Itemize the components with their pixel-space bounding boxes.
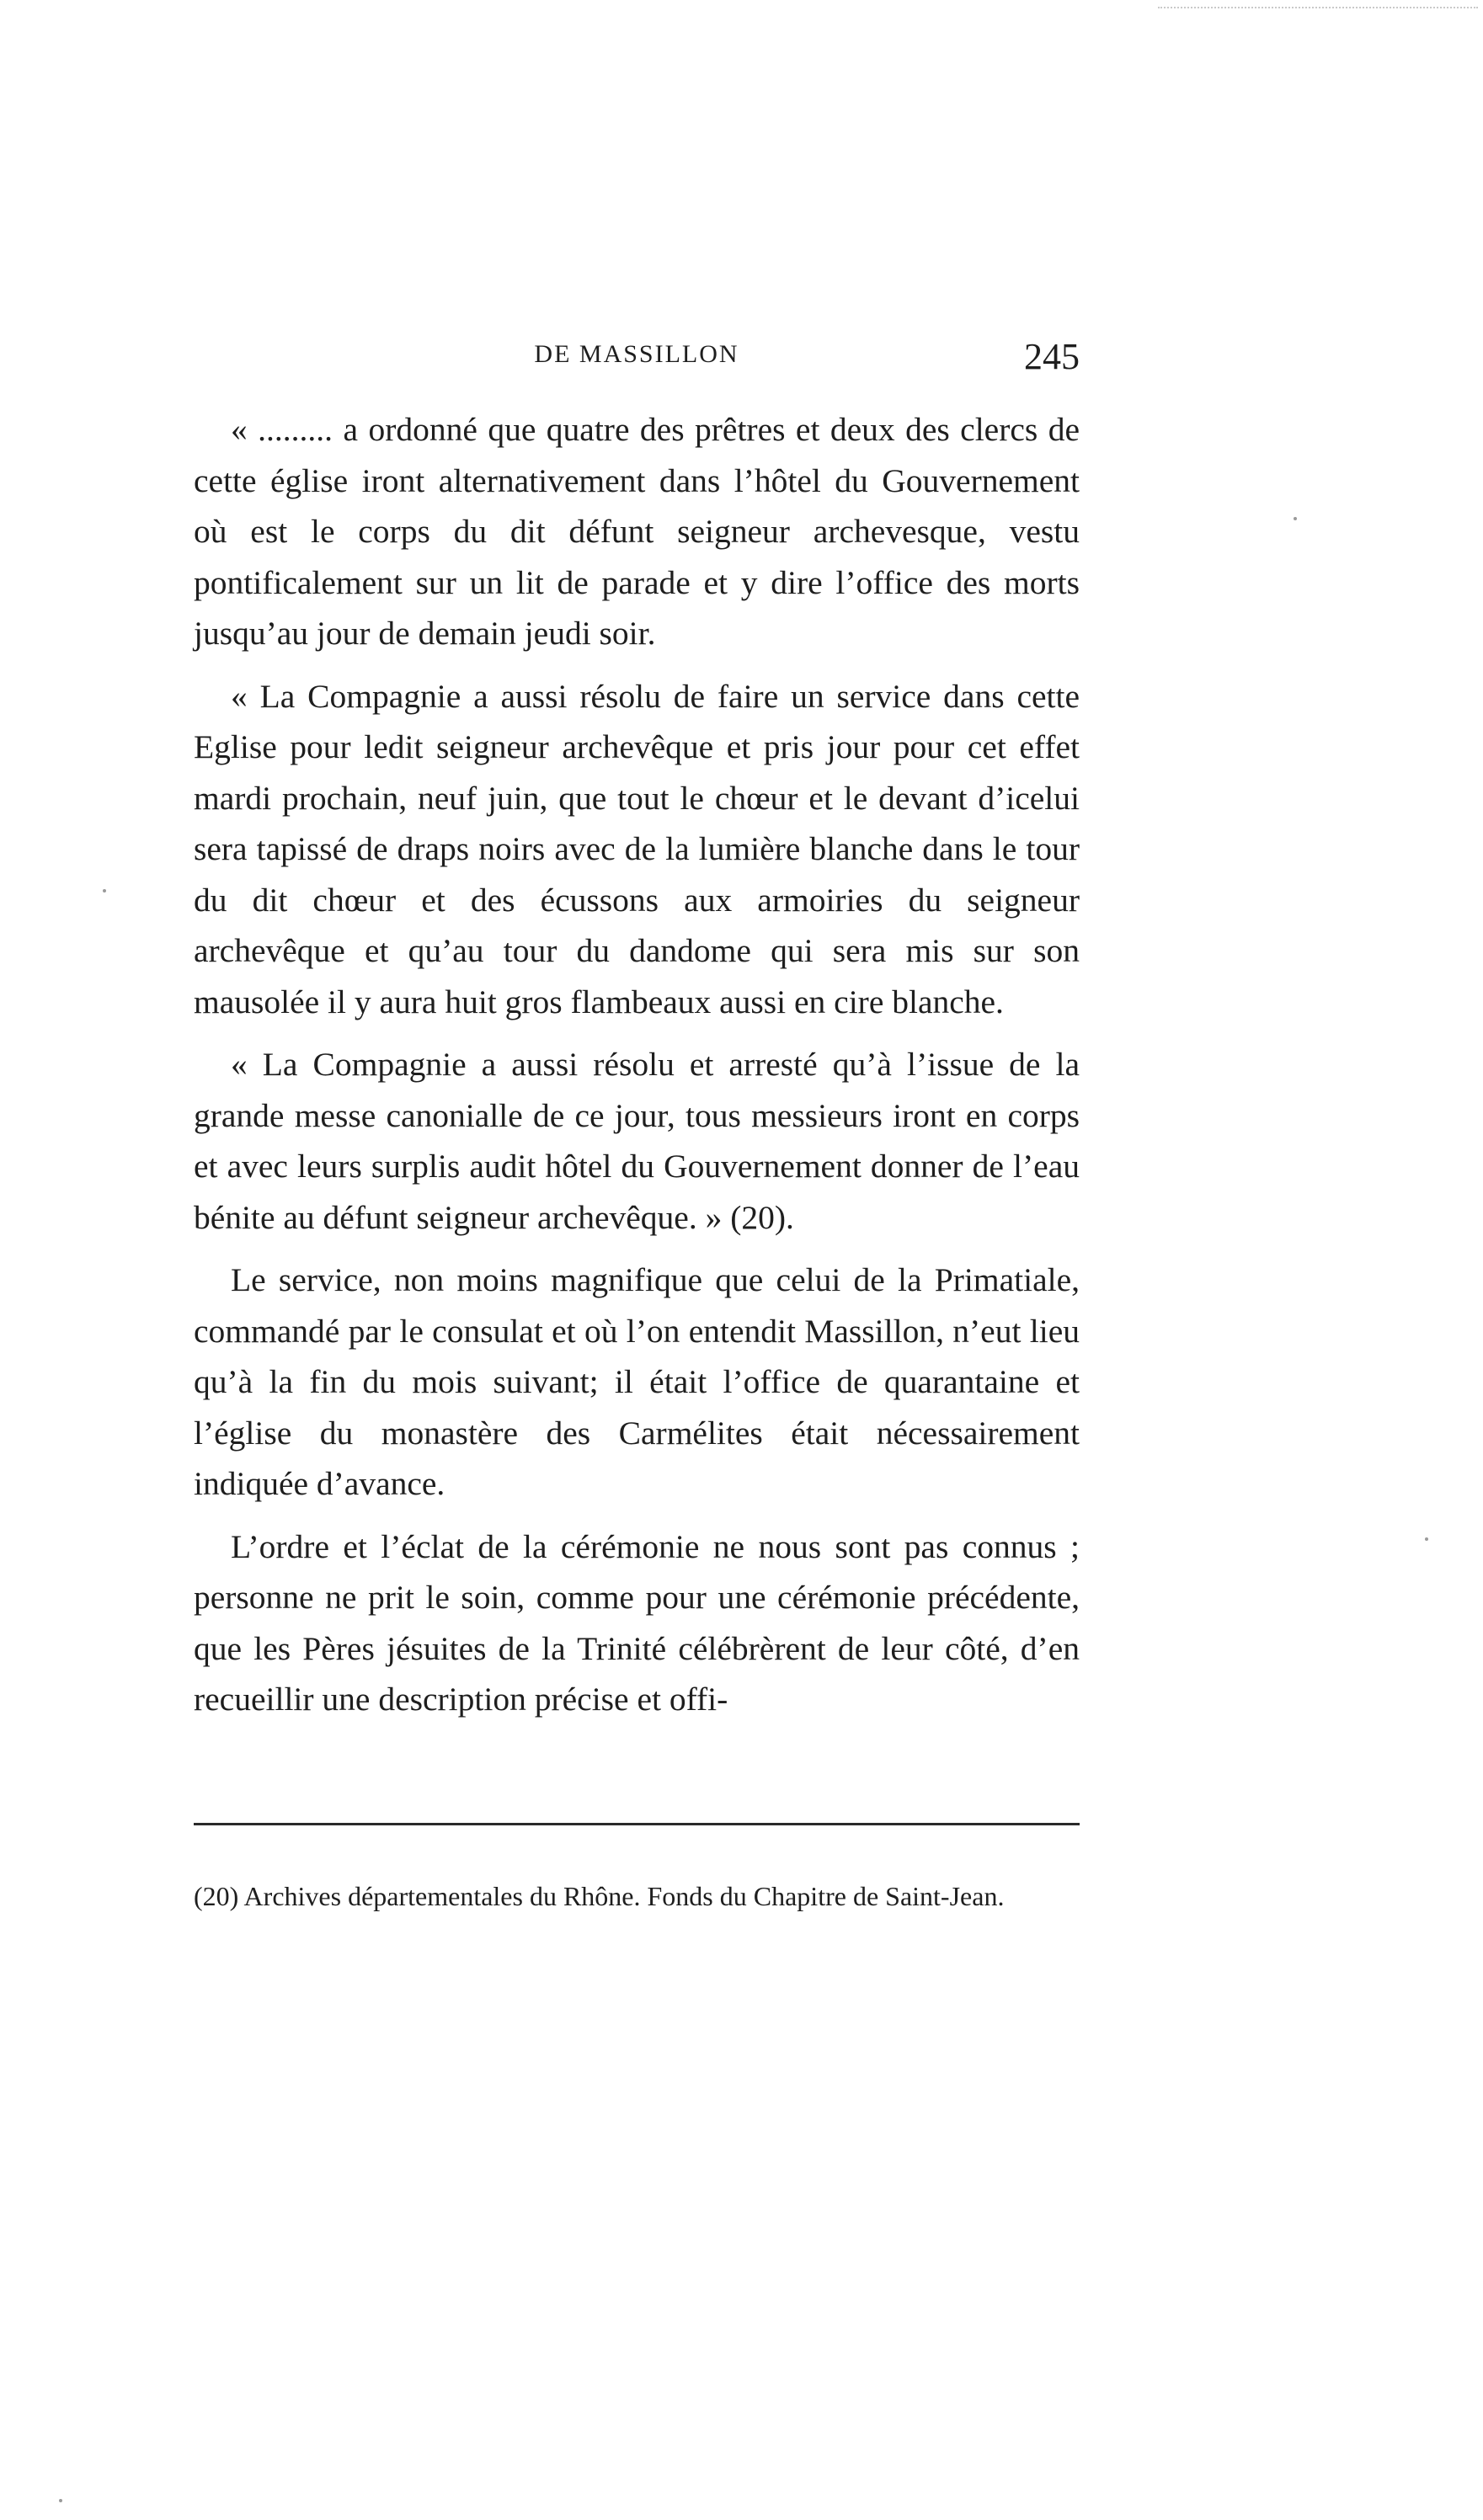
scan-edge-mark <box>1158 7 1478 8</box>
paragraph-4: Le service, non moins magnifique que celui de la Primatiale, commandé par le consulat et où l’on entendit Massillon, n’eut lieu qu’à la fin du mois suivant; il était l’office de quarantaine et l’église du monastère des Carmélites était nécessairement indiquée d’avance. <box>194 1261 1080 1502</box>
scan-speck <box>103 889 106 892</box>
running-head <box>194 335 1080 377</box>
scan-speck <box>59 2499 62 2502</box>
footnote: (20) Archives départementales du Rhône. Fonds du Chapitre de Saint-Jean. <box>194 1881 1005 1911</box>
paragraph-2: « La Compagnie a aussi résolu de faire un service dans cette Eglise pour ledit seigneur archevêque et pris jour pour cet effet mardi prochain, neuf juin, que tout le chœur et le devant d’icelui sera tapissé de draps noirs avec de la lumière blanche dans le tour du dit chœur et des écussons aux armoiries du seigneur archevêque et qu’au tour du dandome qui sera mis sur son mausolée il y aura huit gros flambeaux aussi en cire blanche. <box>194 677 1080 1020</box>
paragraph-3: « La Compagnie a aussi résolu et arresté qu’à l’issue de la grande messe canonialle de ce jour, tous messieurs iront en corps et avec leurs surplis audit hôtel du Gouvernement donner de l’eau bénite au défunt seigneur archevêque. » (20). <box>194 1046 1080 1236</box>
body-text <box>194 404 1080 1737</box>
running-title: DE MASSILLON <box>534 340 739 368</box>
footnote-divider <box>194 1823 1080 1825</box>
paragraph-5: L’ordre et l’éclat de la cérémonie ne nous sont pas connus ; personne ne prit le soin, comme pour une cérémonie précédente, que les Pères jésuites de la Trinité célébrèrent de leur côté, d’en recueillir une description précise et offi- <box>194 1527 1080 1718</box>
paragraph-1: « ......... a ordonné que quatre des prêtres et deux des clercs de cette église iront alternativement dans l’hôtel du Gouvernement où est le corps du dit défunt seigneur archevesque, vestu pontificalement sur un lit de parade et y dire l’office des morts jusqu’au jour de demain jeudi soir. <box>194 411 1080 652</box>
scan-speck <box>1294 517 1297 520</box>
scan-speck <box>1425 1537 1428 1541</box>
page-number: 245 <box>1024 336 1080 377</box>
